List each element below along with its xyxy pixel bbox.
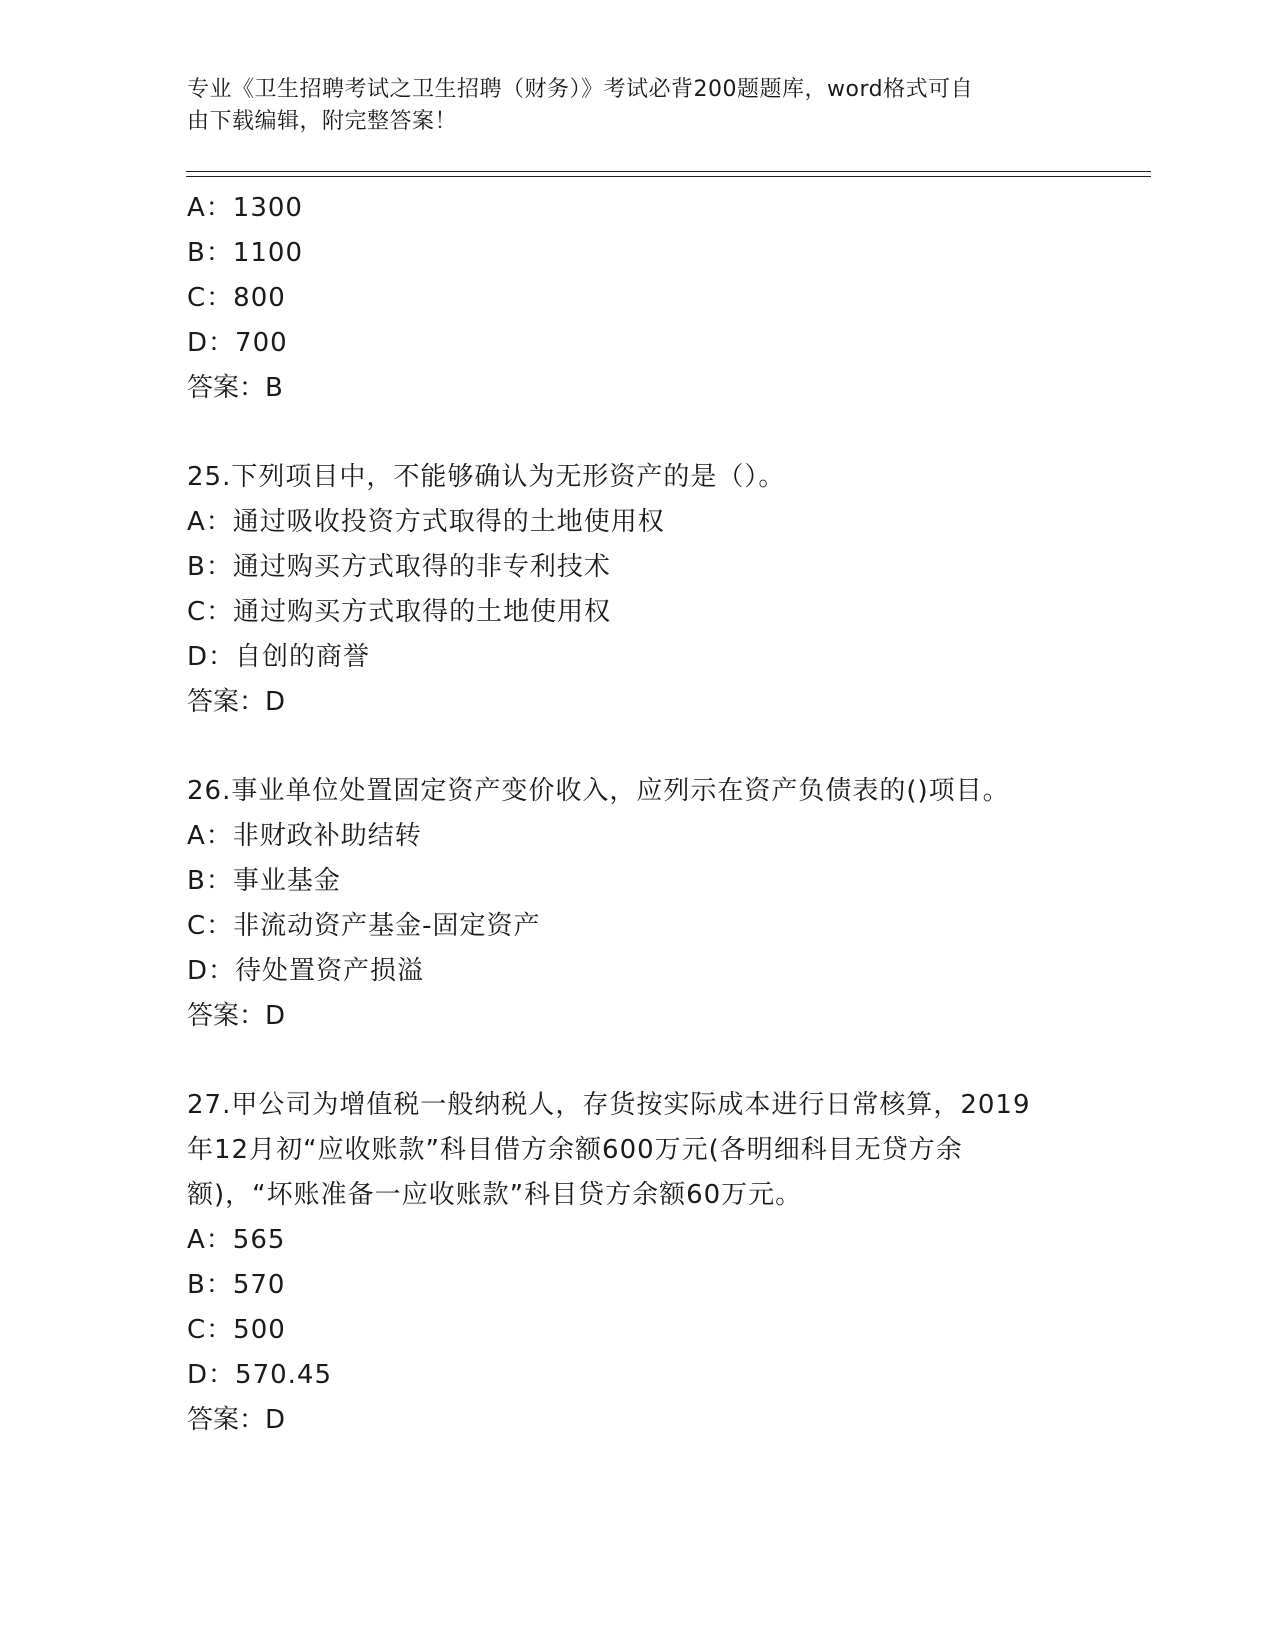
q26-option-d: D：待处置资产损溢 [187,956,425,986]
header-rule-bottom [186,176,1151,177]
q25-option-d: D：自创的商誉 [187,642,371,672]
header-rule-top [186,171,1151,172]
q26-option-c: C：非流动资产基金-固定资产 [187,911,541,941]
q25-option-b: B：通过购买方式取得的非专利技术 [187,552,611,582]
q25-answer: 答案：D [187,687,286,717]
q24-option-d: D：700 [187,328,288,358]
q26-answer: 答案：D [187,1001,286,1031]
q27-answer: 答案：D [187,1405,286,1435]
q27-option-d: D：570.45 [187,1360,332,1390]
q27-option-b: B：570 [187,1270,286,1300]
q24-option-c: C：800 [187,283,286,313]
q27-option-a: A：565 [187,1225,286,1255]
q27-question-line-2: 年12月初“应收账款”科目借方余额600万元(各明细科目无贷方余 [187,1135,963,1165]
q27-question-line-3: 额)，“坏账准备一应收账款”科目贷方余额60万元。 [187,1180,803,1210]
q24-option-a: A：1300 [187,193,303,223]
doc-header-line-1: 专业《卫生招聘考试之卫生招聘（财务）》考试必背200题题库，word格式可自 [187,77,974,102]
doc-header-line-2: 由下载编辑，附完整答案！ [187,109,458,134]
q26-option-a: A：非财政补助结转 [187,821,422,851]
q27-question-line-1: 27.甲公司为增值税一般纳税人，存货按实际成本进行日常核算，2019 [187,1090,1031,1120]
q26-question: 26.事业单位处置固定资产变价收入，应列示在资产负债表的()项目。 [187,776,1010,806]
q25-option-a: A：通过吸收投资方式取得的土地使用权 [187,507,665,537]
q25-question: 25.下列项目中，不能够确认为无形资产的是（）。 [187,462,786,492]
q24-answer: 答案：B [187,373,283,403]
q26-option-b: B：事业基金 [187,866,341,896]
q27-option-c: C：500 [187,1315,286,1345]
q25-option-c: C：通过购买方式取得的土地使用权 [187,597,612,627]
q24-option-b: B：1100 [187,238,304,268]
